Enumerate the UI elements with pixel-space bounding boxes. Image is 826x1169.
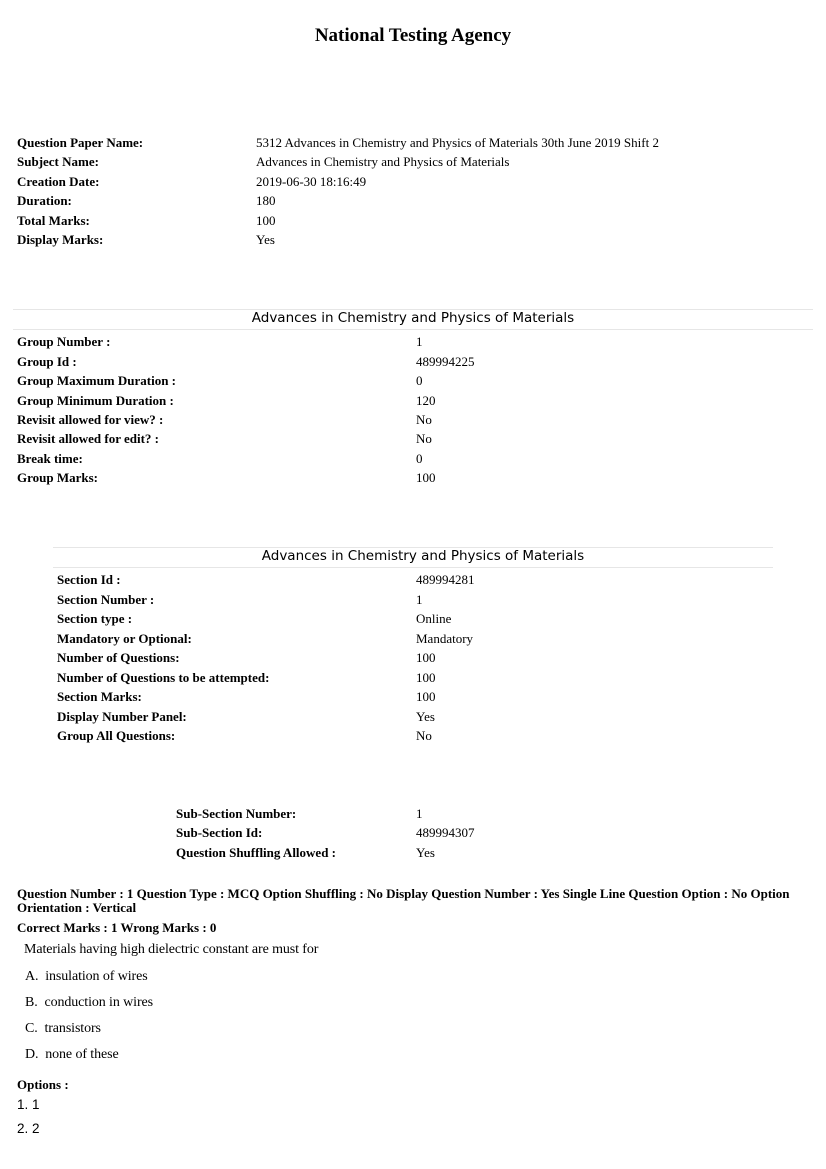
duration-label: Duration:: [17, 193, 72, 208]
group-id-label: Group Id :: [17, 354, 77, 369]
subsection-id-value: 489994307: [416, 825, 475, 840]
section-marks-label: Section Marks:: [57, 689, 142, 704]
choice-b: [25, 995, 153, 1011]
group-heading: Advances in Chemistry and Physics of Materials: [251, 310, 575, 326]
break-time-value: 0: [416, 451, 423, 466]
group-id-value: 489994225: [416, 354, 475, 369]
mandatory-value: Mandatory: [416, 631, 474, 646]
choice-a: [25, 969, 148, 985]
group-marks-value: 100: [416, 470, 436, 485]
display-marks-value: Yes: [256, 232, 275, 247]
shuffling-label: Question Shuffling Allowed :: [176, 845, 337, 860]
group-number-label: Group Number :: [17, 334, 111, 349]
choice-key: B.: [25, 995, 38, 1010]
total-marks-label: Total Marks:: [17, 213, 90, 228]
break-time-label: Break time:: [17, 451, 83, 466]
revisit-view-value: No: [416, 412, 432, 427]
duration-value: 180: [256, 193, 276, 208]
num-questions-label: Number of Questions:: [57, 650, 180, 665]
group-min-duration-label: Group Minimum Duration :: [17, 393, 174, 408]
subsection-number-value: 1: [416, 806, 423, 821]
choice-text: transistors: [44, 1021, 101, 1036]
group-min-duration-value: 120: [416, 393, 436, 408]
section-type-value: Online: [416, 611, 452, 626]
choice-key: D.: [25, 1047, 39, 1062]
number-panel-label: Display Number Panel:: [57, 709, 187, 724]
group-number-value: 1: [416, 334, 423, 349]
choice-key: A.: [25, 969, 39, 984]
section-heading: Advances in Chemistry and Physics of Materials: [261, 548, 585, 564]
choice-d: [25, 1047, 119, 1063]
subject-name-value: Advances in Chemistry and Physics of Materials: [256, 154, 510, 169]
num-questions-value: 100: [416, 650, 436, 665]
question-header: Question Number : 1 Question Type : MCQ Option Shuffling : No Display Question Number : Yes Single Line Question Option : No Option Orientation : Vertical: [17, 886, 790, 915]
revisit-edit-value: No: [416, 431, 432, 446]
revisit-view-label: Revisit allowed for view? :: [17, 412, 164, 427]
choice-text: conduction in wires: [44, 995, 153, 1010]
section-number-value: 1: [416, 592, 423, 607]
option-2: 2. 2: [17, 1121, 40, 1136]
group-all-label: Group All Questions:: [57, 728, 176, 743]
subject-name-label: Subject Name:: [17, 154, 99, 169]
paper-name-label: Question Paper Name:: [17, 135, 144, 150]
group-max-duration-label: Group Maximum Duration :: [17, 373, 177, 388]
choice-text: insulation of wires: [45, 969, 148, 984]
group-heading-bottom-rule: [13, 329, 813, 330]
section-type-label: Section type :: [57, 611, 133, 626]
group-max-duration-value: 0: [416, 373, 423, 388]
choice-text: none of these: [45, 1047, 119, 1062]
option-1: 1. 1: [17, 1097, 40, 1112]
section-number-label: Section Number :: [57, 592, 155, 607]
mandatory-label: Mandatory or Optional:: [57, 631, 192, 646]
group-all-value: No: [416, 728, 432, 743]
revisit-edit-label: Revisit allowed for edit? :: [17, 431, 160, 446]
subsection-id-label: Sub-Section Id:: [176, 825, 263, 840]
creation-date-label: Creation Date:: [17, 174, 100, 189]
display-marks-label: Display Marks:: [17, 232, 104, 247]
section-id-value: 489994281: [416, 572, 475, 587]
subsection-number-label: Sub-Section Number:: [176, 806, 297, 821]
page-title: National Testing Agency: [314, 25, 512, 46]
section-heading-bottom-rule: [53, 567, 773, 568]
number-panel-value: Yes: [416, 709, 435, 724]
total-marks-value: 100: [256, 213, 276, 228]
section-id-label: Section Id :: [57, 572, 121, 587]
shuffling-value: Yes: [416, 845, 435, 860]
num-attempted-label: Number of Questions to be attempted:: [57, 670, 270, 685]
choice-key: C.: [25, 1021, 38, 1036]
creation-date-value: 2019-06-30 18:16:49: [256, 174, 367, 189]
question-marks: Correct Marks : 1 Wrong Marks : 0: [17, 920, 217, 935]
choice-c: [25, 1021, 101, 1037]
group-marks-label: Group Marks:: [17, 470, 99, 485]
section-marks-value: 100: [416, 689, 436, 704]
paper-name-value: 5312 Advances in Chemistry and Physics of Materials 30th June 2019 Shift 2: [256, 135, 659, 150]
num-attempted-value: 100: [416, 670, 436, 685]
options-label: Options :: [17, 1077, 69, 1092]
question-text: Materials having high dielectric constant are must for: [24, 942, 319, 957]
